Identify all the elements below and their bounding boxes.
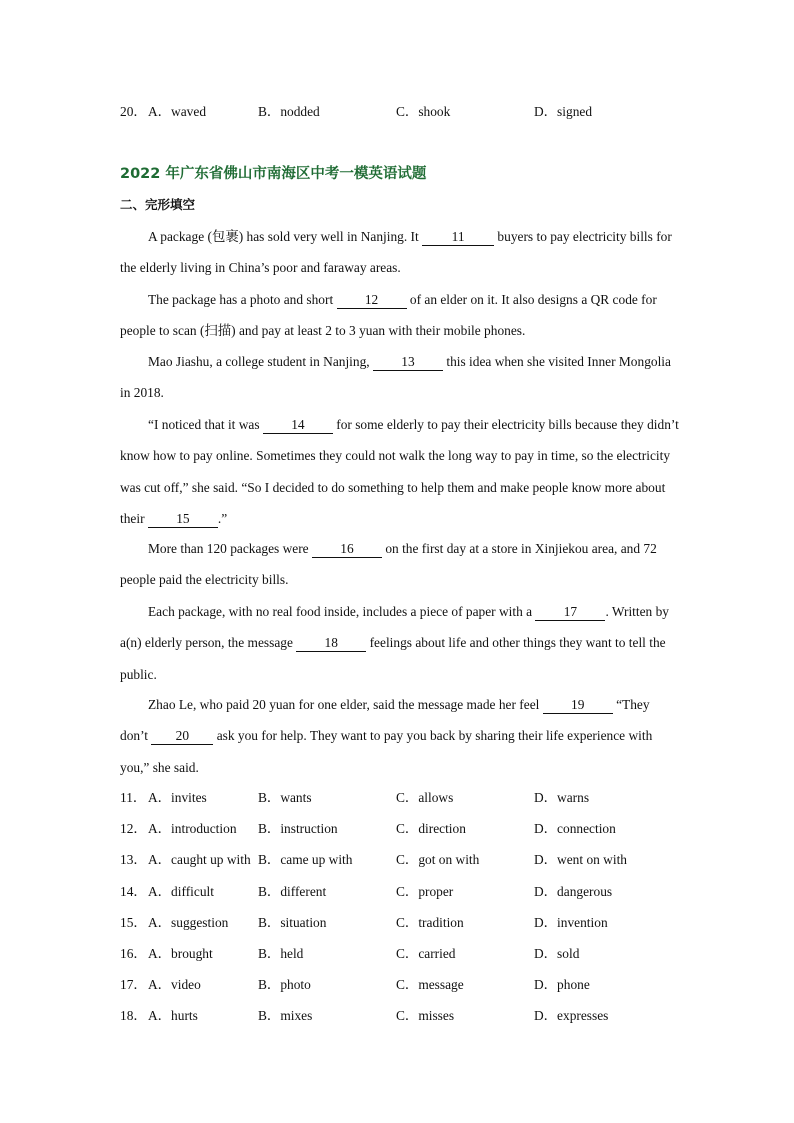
option-b: B．nodded [258,104,320,119]
question-number: 18． [120,1008,147,1023]
passage-text: . Written by a(n) elderly person, the message [120,604,669,651]
option-c: C．tradition [396,915,464,930]
blank-12: 12 [337,292,407,309]
option-b: B．held [258,946,304,961]
blank-20: 20 [151,728,213,745]
option-b: B．came up with [258,852,353,867]
passage-text: A package (包裹) has sold very well in Nanjing. It [148,229,423,244]
question-number: 13． [120,852,147,867]
blank-17: 17 [535,604,605,621]
passage-text: Zhao Le, who paid 20 yuan for one elder, said the message made her feel [148,697,543,712]
blank-14: 14 [263,417,333,434]
question-number: 17． [120,977,147,992]
question-row [120,819,740,839]
passage-text: feelings about life and other things they want to tell the public. [120,635,666,682]
option-d: D．phone [534,977,590,992]
passage-text: .” [217,510,228,526]
passage-text: of an elder on it. It also designs a QR code for people to scan (扫描) and pay at least 2 to 3 yuan with their mobile phones. [120,292,657,339]
question-row [120,788,740,808]
question-row [120,913,740,933]
section-heading: 二、完形填空 [120,197,196,212]
blank-13: 13 [373,354,443,371]
question-row [120,850,740,870]
question-row [120,1006,740,1026]
option-c: C．misses [396,1008,455,1023]
option-d: D．signed [534,104,593,119]
question-number: 12． [120,821,147,836]
option-a: A．suggestion [148,915,229,930]
passage-text: “They don’t [120,697,650,744]
passage-text: “I noticed that it was [148,417,263,432]
option-d: D．invention [534,915,608,930]
option-c: C．carried [396,946,456,961]
question-number: 14． [120,884,147,899]
option-a: A．introduction [148,821,237,836]
blank-16: 16 [312,541,382,558]
passage-paragraph-1 [120,221,680,284]
option-d: D．went on with [534,852,627,867]
option-d: D．sold [534,946,580,961]
option-c: C．got on with [396,852,480,867]
passage-paragraph-2 [120,284,680,347]
passage-text: Mao Jiashu, a college student in Nanjing, [148,354,373,369]
passage-text: More than 120 packages were [148,541,312,556]
passage-paragraph-4 [120,409,680,534]
option-b: B．wants [258,790,312,805]
option-a: A．waved [148,104,207,119]
option-c: C．direction [396,821,466,836]
option-b: B．mixes [258,1008,313,1023]
option-d: D．warns [534,790,590,805]
option-d: D．connection [534,821,616,836]
blank-11: 11 [422,229,494,246]
option-b: B．different [258,884,327,899]
blank-19: 19 [543,697,613,714]
question-row [120,882,740,902]
passage-text: buyers to pay electricity bills for the elderly living in China’s poor and faraway areas. [120,229,672,276]
option-a: A．caught up with [148,852,251,867]
option-a: A．invites [148,790,207,805]
passage-text: this idea when she visited Inner Mongolia in 2018. [120,354,671,401]
option-b: B．instruction [258,821,338,836]
question-number: 20． [120,104,147,119]
passage-paragraph-3 [120,346,680,409]
passage-paragraph-7 [120,689,680,783]
option-a: A．brought [148,946,213,961]
passage-paragraph-6 [120,596,680,690]
question-row [120,944,740,964]
passage-paragraph-5 [120,533,680,596]
option-a: A．difficult [148,884,214,899]
option-b: B．photo [258,977,311,992]
option-d: D．expresses [534,1008,609,1023]
option-a: A．video [148,977,201,992]
passage-text: on the first day at a store in Xinjiekou area, and 72 people paid the electricity bills. [120,541,657,588]
option-c: C．allows [396,790,454,805]
option-c: C．message [396,977,464,992]
option-d: D．dangerous [534,884,613,899]
question-number: 11． [120,790,147,805]
blank-18: 18 [296,635,366,652]
option-c: C．shook [396,104,451,119]
question-20-row [120,102,740,122]
exam-title: 2022 年广东省佛山市南海区中考一模英语试题 [120,166,427,182]
option-a: A．hurts [148,1008,198,1023]
passage-text: The package has a photo and short [148,292,337,307]
option-b: B．situation [258,915,327,930]
option-c: C．proper [396,884,454,899]
blank-15: 15 [148,511,218,528]
question-number: 16． [120,946,147,961]
passage-text: ask you for help. They want to pay you back by sharing their life experience with you,” she said. [120,728,653,775]
question-row [120,975,740,995]
passage-text: for some elderly to pay their electricity bills because they didn’t know how to pay online. Sometimes they could not walk the long way to pay in time, so the electricity was cut off,” she said. “So I decided to do something to help them and make people know more about their [120,417,679,526]
question-number: 15． [120,915,147,930]
passage-text: Each package, with no real food inside, includes a piece of paper with a [148,604,536,619]
